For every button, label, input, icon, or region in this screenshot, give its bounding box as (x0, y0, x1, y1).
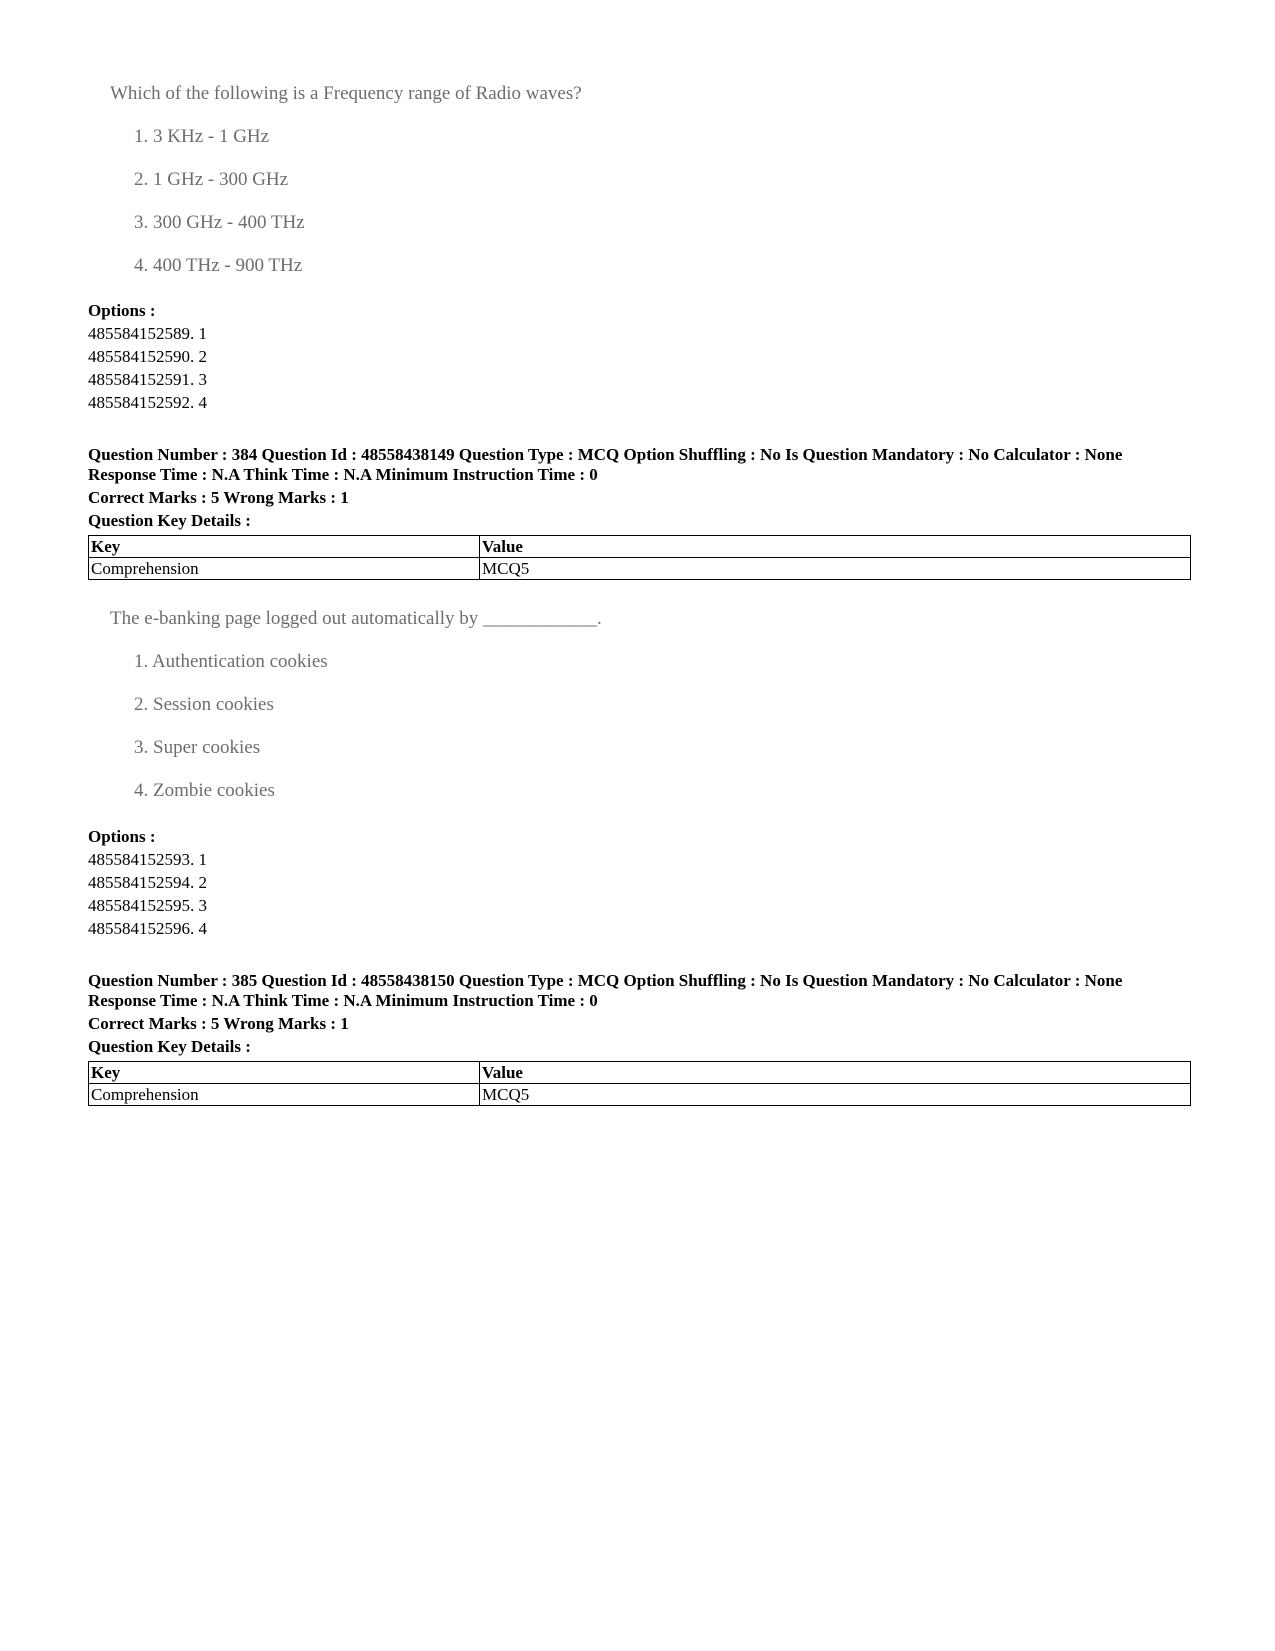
question-key-table (88, 1061, 1191, 1106)
question-choice-2: 2. Session cookies (134, 694, 274, 715)
question-choice-3: 3. Super cookies (134, 737, 261, 758)
option-line-3: 485584152595. 3 (88, 896, 207, 915)
table-header-value: Value (480, 536, 1191, 558)
option-line-4: 485584152592. 4 (88, 393, 207, 412)
question-choice-1: 1. 3 KHz - 1 GHz (134, 126, 270, 147)
option-line-1: 485584152593. 1 (88, 850, 207, 869)
question-choice-1: 1. Authentication cookies (134, 651, 328, 672)
question-image-e-banking (110, 609, 630, 809)
question-key-details-label: Question Key Details : (88, 511, 251, 530)
table-header-key: Key (89, 1062, 480, 1084)
question-choice-3: 3. 300 GHz - 400 THz (134, 212, 305, 233)
option-line-3: 485584152591. 3 (88, 370, 207, 389)
option-line-2: 485584152594. 2 (88, 873, 207, 892)
question-marks: Correct Marks : 5 Wrong Marks : 1 (88, 1014, 349, 1033)
option-line-2: 485584152590. 2 (88, 347, 207, 366)
options-label: Options : (88, 301, 156, 320)
table-row (89, 1084, 1191, 1106)
question-choice-2: 2. 1 GHz - 300 GHz (134, 169, 289, 190)
question-meta-line-1: Question Number : 385 Question Id : 48558438150 Question Type : MCQ Option Shuffling : No Is Question Mandatory : No Calculator : None (88, 971, 1123, 990)
table-cell-key: Comprehension (89, 558, 480, 580)
question-image-radio-waves (110, 84, 630, 284)
options-label: Options : (88, 827, 156, 846)
question-meta-line-2: Response Time : N.A Think Time : N.A Minimum Instruction Time : 0 (88, 991, 598, 1010)
question-stem: Which of the following is a Frequency range of Radio waves? (110, 83, 582, 104)
question-key-details-label: Question Key Details : (88, 1037, 251, 1056)
table-header-row (89, 536, 1191, 558)
table-header-value: Value (480, 1062, 1191, 1084)
table-cell-value: MCQ5 (480, 558, 1191, 580)
table-cell-key: Comprehension (89, 1084, 480, 1106)
table-row (89, 558, 1191, 580)
question-marks: Correct Marks : 5 Wrong Marks : 1 (88, 488, 349, 507)
table-cell-value: MCQ5 (480, 1084, 1191, 1106)
question-choice-4: 4. 400 THz - 900 THz (134, 255, 303, 276)
question-meta-line-1: Question Number : 384 Question Id : 48558438149 Question Type : MCQ Option Shuffling : No Is Question Mandatory : No Calculator : None (88, 445, 1123, 464)
question-key-table (88, 535, 1191, 580)
table-header-key: Key (89, 536, 480, 558)
question-meta-line-2: Response Time : N.A Think Time : N.A Minimum Instruction Time : 0 (88, 465, 598, 484)
option-line-1: 485584152589. 1 (88, 324, 207, 343)
table-header-row (89, 1062, 1191, 1084)
question-choice-4: 4. Zombie cookies (134, 780, 275, 801)
option-line-4: 485584152596. 4 (88, 919, 207, 938)
question-stem: The e-banking page logged out automatically by ____________. (110, 608, 602, 629)
